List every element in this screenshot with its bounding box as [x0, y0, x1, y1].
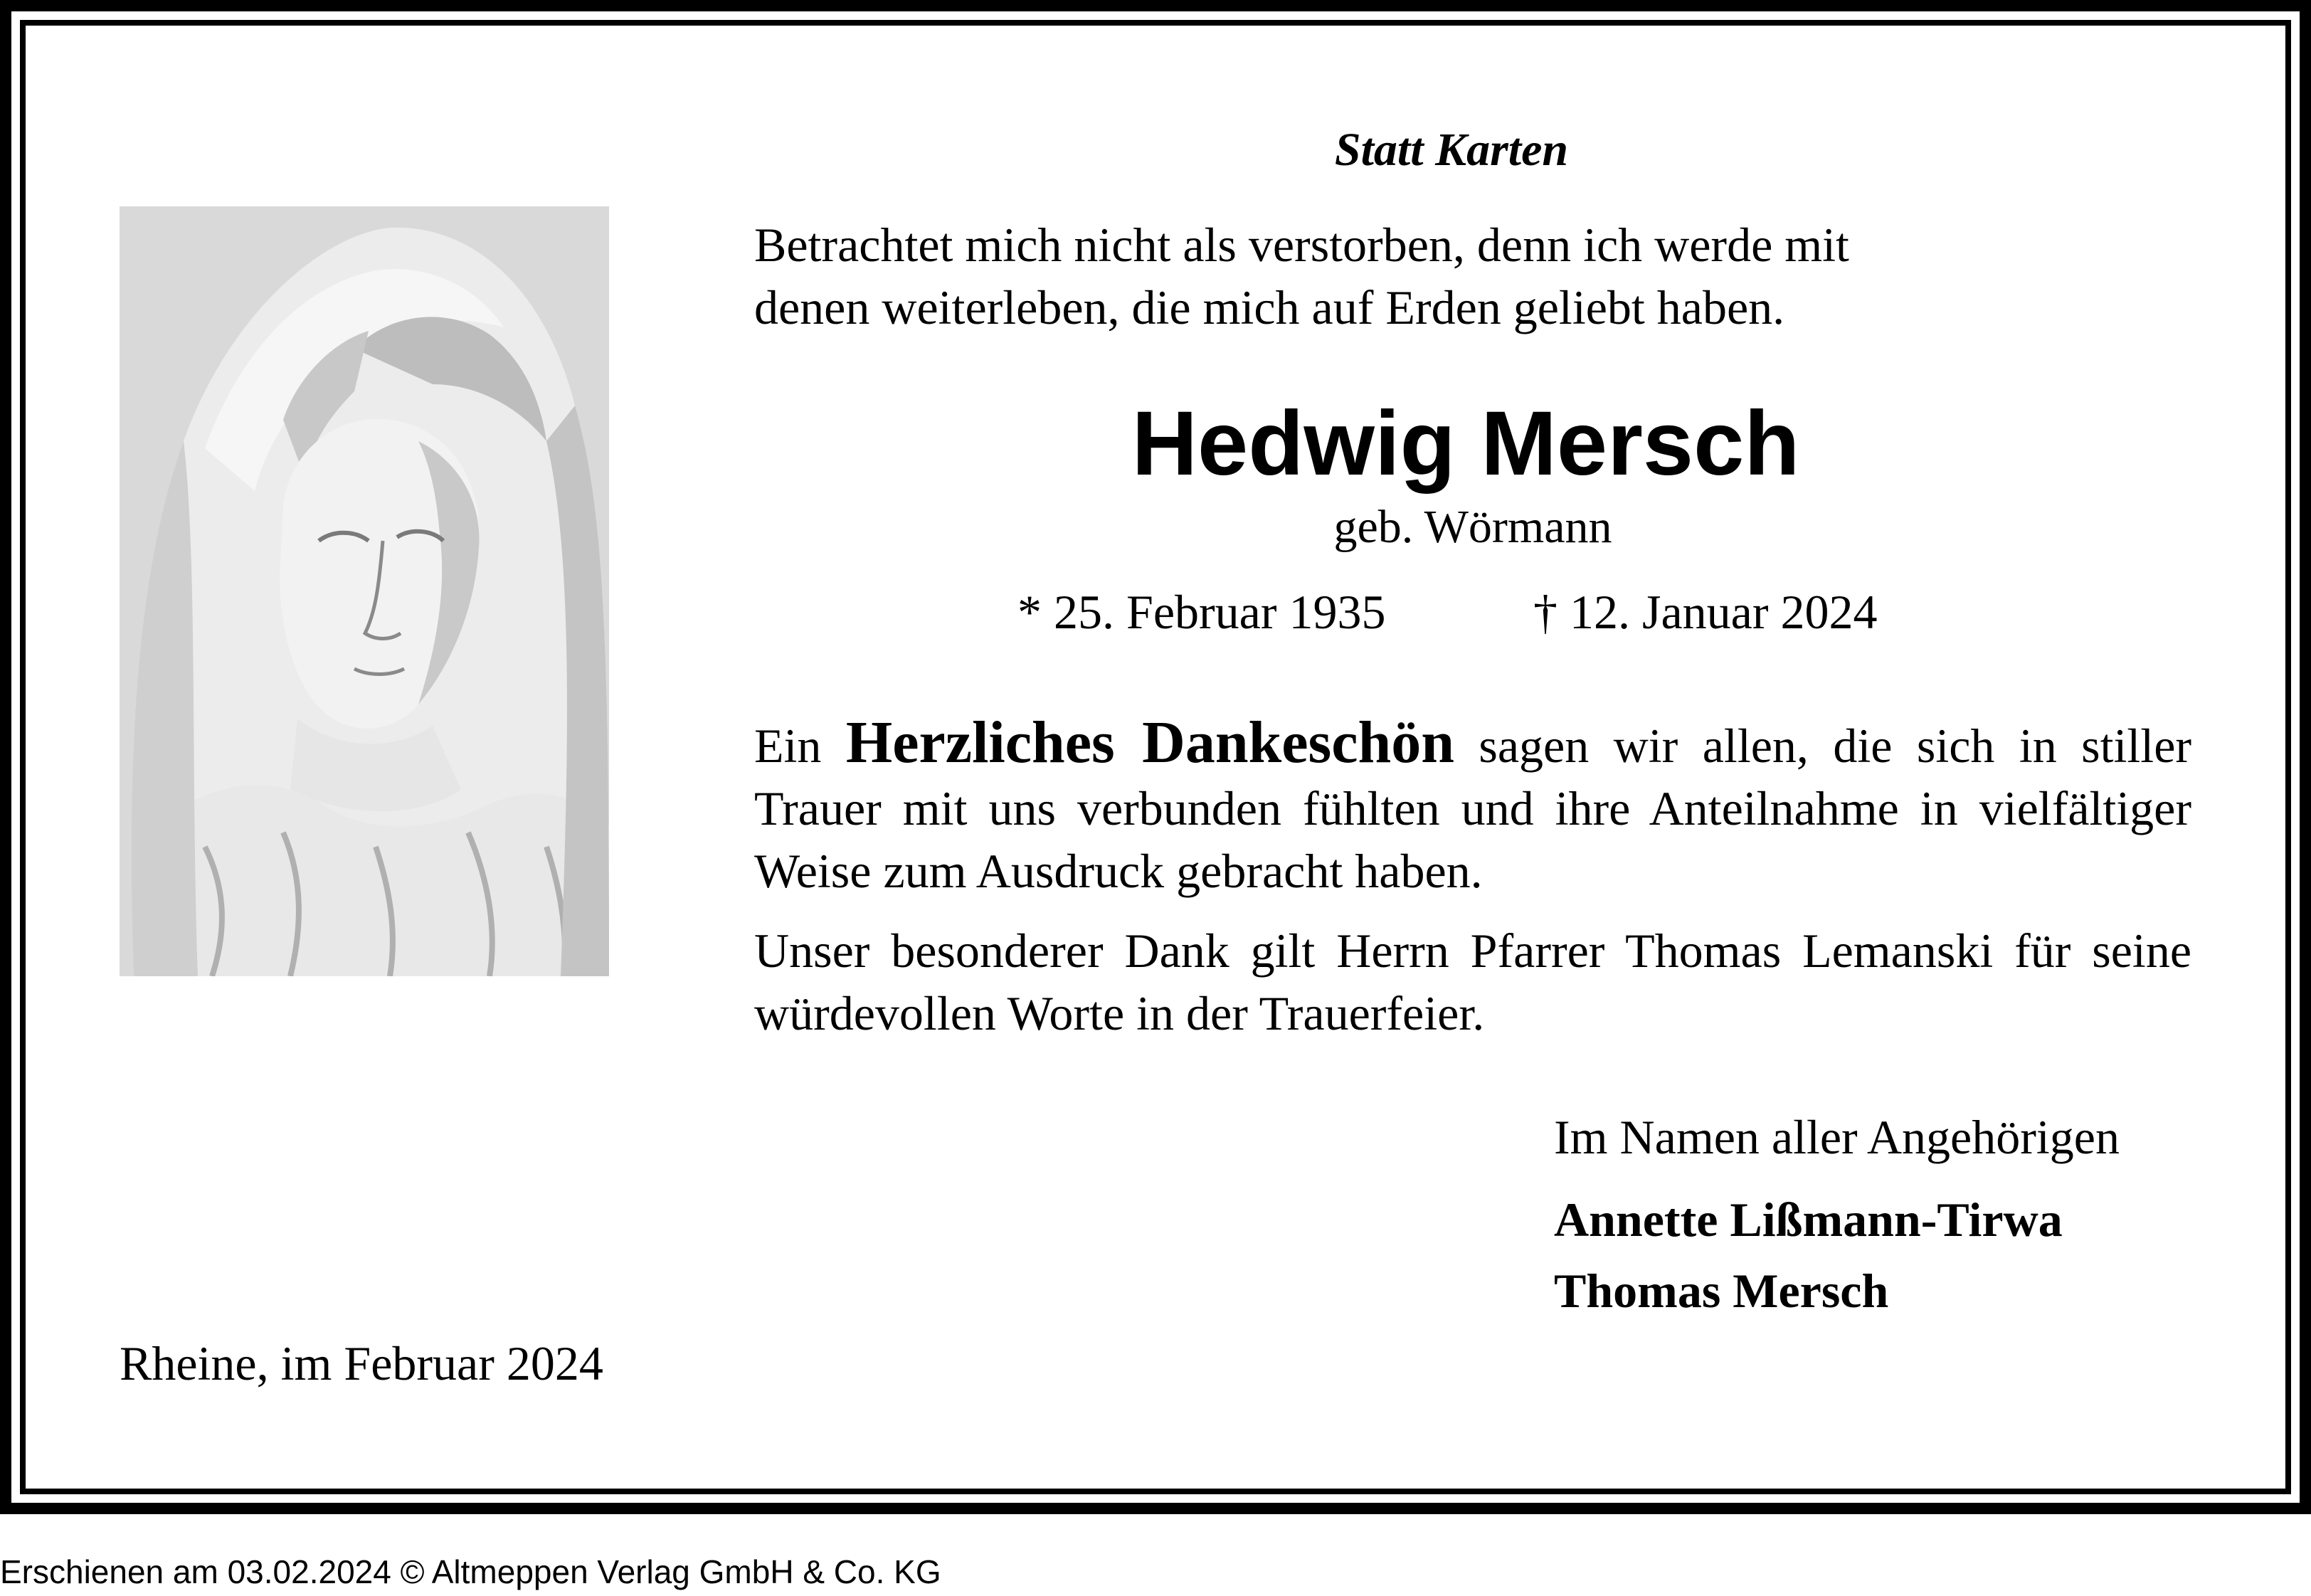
memorial-quote: [754, 213, 2177, 339]
madonna-illustration: [120, 206, 609, 976]
special-thanks-paragraph: Unser besonderer Dank gilt Herrn Pfarrer Thomas Lemanski für seine würdevollen Worte in der Trauerfeier.: [754, 924, 2191, 1040]
closing-line: Im Namen aller Angehörigen: [1554, 1110, 2120, 1164]
quote-line-1: Betrachtet mich nicht als verstorben, denn ich werde mit: [754, 218, 1849, 272]
thanks-highlight: Herzliches Dankeschön: [845, 709, 1454, 776]
thanks-rest: sagen wir allen, die sich in stiller Trauer mit uns verbunden fühlten und ihre Anteilnahme in vielfältiger Weise zum Ausdruck gebracht haben.: [754, 719, 2192, 898]
thanks-intro: Ein: [754, 719, 822, 773]
signature-name: Annette Lißmann-Tirwa: [1554, 1193, 2063, 1247]
signature-name: Thomas Mersch: [1554, 1264, 1889, 1318]
publication-footer: Erschienen am 03.02.2024 © Altmeppen Verlag GmbH & Co. KG: [0, 1553, 941, 1590]
place-date: Rheine, im Februar 2024: [120, 1336, 603, 1390]
quote-line-2: denen weiterleben, die mich auf Erden geliebt haben.: [754, 280, 1785, 334]
madonna-portrait-image: [120, 206, 609, 976]
maiden-name: geb. Wörmann: [1333, 501, 1612, 553]
deceased-name: Hedwig Mersch: [1131, 393, 1800, 495]
birth-date: * 25. Februar 1935: [1017, 585, 1386, 639]
thanks-paragraph: [754, 709, 2192, 902]
statt-karten-heading: Statt Karten: [1334, 124, 1569, 176]
death-date: † 12. Januar 2024: [1533, 585, 1878, 639]
